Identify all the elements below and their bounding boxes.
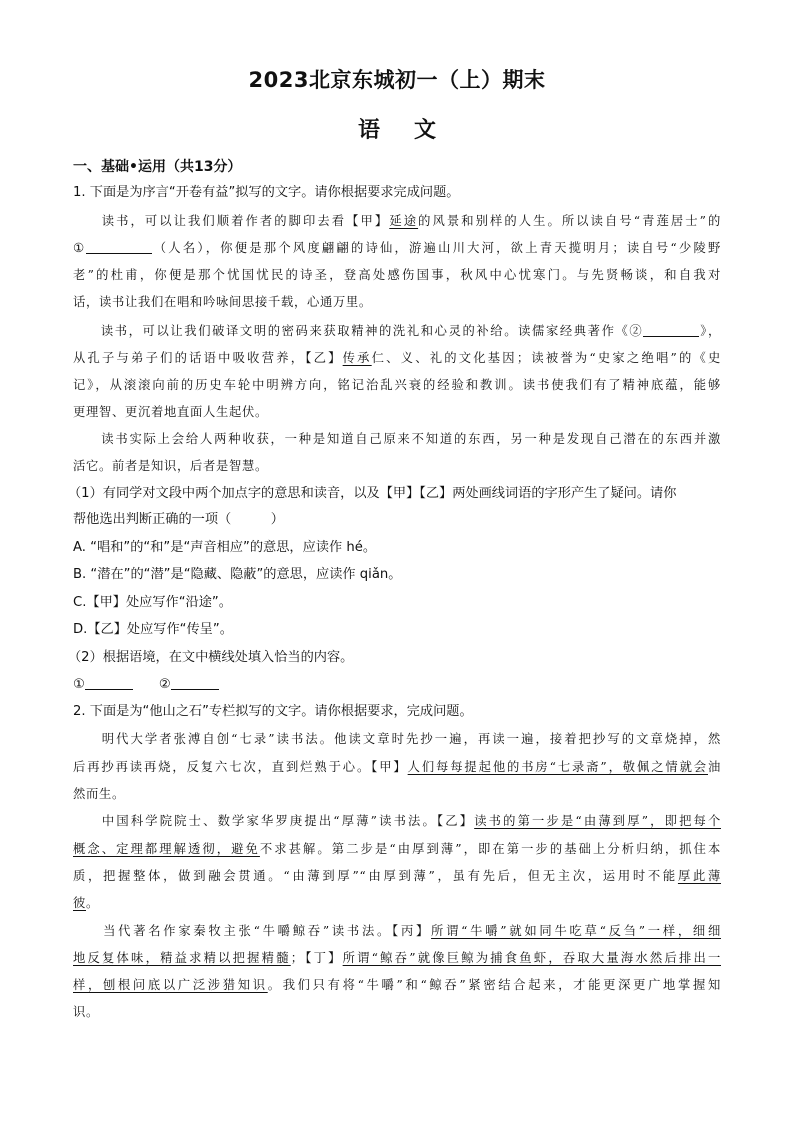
q2-p2-line2: 概念、定理都理解透彻，避免不求甚解。第二步是“由厚到薄”，即在第一步的基础上分析归纳，抓住本 [73,842,721,856]
blank-1[interactable] [86,241,152,254]
answer-blank-1[interactable] [85,677,133,690]
q1-p1-line3: 老”的杜甫，你便是那个忧国忧民的诗圣，登高处感伤国事，秋风中心忧寒门。与先贤畅谈，和自我对 [73,268,721,282]
q2-p3-line3: 样，刨根问底以广泛涉猎知识。我们只有将“牛嚼”和“鲸吞”紧密结合起来，才能更深更广地掌握知 [73,978,721,992]
q1-p3-line2: 活它。前者是知识，后者是智慧。 [73,459,268,473]
q2-p3-line2: 地反复体味，精益求精以把握精髓；【丁】所谓“鲸吞”就像巨鲸为捕食鱼虾，吞取大量海水然后排出一 [73,951,721,965]
q2-p1-line1: 明代大学者张溥自创“七录”读书法。他读文章时先抄一遍，再读一遍，接着把抄写的文章烧掉，然 [73,732,721,746]
answer-blank-2[interactable] [171,677,219,690]
q2-stem: 2. 下面是为“他山之石”专栏拟写的文字。请你根据要求，完成问题。 [73,704,473,719]
q1-p2-line1: 读书，可以让我们破译文明的密码来获取精神的洗礼和心灵的补给。读儒家经典著作《② 》， [73,324,721,338]
option-b[interactable]: B. “潜在”的“潜”是“隐藏、隐蔽”的意思，应读作 qiǎn。 [73,567,402,582]
underlined-sentence-jia: 人们每每提起他的书房“七录斋”，敬佩之情就会 [407,760,708,774]
underlined-word-yi: 传承 [342,351,372,365]
underlined-sentence-ding: 所谓“鲸吞”就像巨鲸为捕食鱼虾，吞取大量海水然后排出一 [342,951,721,965]
q1-p3-line1: 读书实际上会给人两种收获，一种是知道自己原来不知道的东西，另一种是发现自己潜在的东西并激 [73,432,721,446]
subject-title: 语文 [357,118,470,143]
answer-lines: ① ② [73,676,721,694]
q1-stem: 1. 下面是为序言“开卷有益”拟写的文字。请你根据要求完成问题。 [73,185,460,200]
blank-2[interactable] [643,324,699,337]
q1-p2-line3: 记》，从滚滚向前的历史车轮中明辨方向，铭记治乱兴衰的经验和教训。读书使我们有了精神底蕴，能够 [73,378,721,392]
option-c[interactable]: C.【甲】处应写作“沿途”。 [73,595,232,610]
q2-p1-line3: 然而生。 [73,787,125,801]
option-a[interactable]: A. “唱和”的“和”是“声音相应”的意思，应读作 hé。 [73,540,377,555]
q1-sub1-line1: （1）有同学对文段中两个加点字的意思和读音，以及【甲】【乙】两处画线词语的字形产生了疑问。请你 [68,486,677,501]
q2-p2-line3: 质，把握整体，做到融会贯通。“由薄到厚”“由厚到薄”，虽有先后，但无主次，运用时不能厚此薄 [73,869,721,883]
q2-p2-line1: 中国科学院院士、数学家华罗庚提出“厚薄”读书法。【乙】读书的第一步是“由薄到厚”，即把每个 [73,814,721,828]
q1-sub2-stem: （2）根据语境，在文中横线处填入恰当的内容。 [68,650,354,665]
q1-p1-line1: 读书，可以让我们顺着作者的脚印去看【甲】延途的风景和别样的人生。所以读自号“青莲居士”的 [73,214,721,228]
q1-p2-line2: 从孔子与弟子们的话语中吸收营养，【乙】传承仁、义、礼的文化基因；读被誉为“史家之绝唱”的《史 [73,351,721,365]
q2-p3-line4: 识。 [73,1005,99,1019]
q1-p2-line4: 更理智、更沉着地直面人生起伏。 [73,405,268,419]
underlined-word-jia: 延途 [389,214,419,228]
underlined-sentence-yi: 读书的第一步是“由薄到厚”，即把每个 [474,814,721,828]
q1-p1-line2: ① （人名），你便是那个风度翩翩的诗仙，游遍山川大河，欲上青天揽明月；读自号“少陵野 [73,241,721,255]
q1-sub1-line2: 帮他选出判断正确的一项（ ） [73,512,284,527]
underlined-sentence-bing: 所谓“牛嚼”就如同牛吃草“反刍”一样，细细 [431,924,721,938]
q2-p3-line1: 当代著名作家秦牧主张“牛嚼鲸吞”读书法。【丙】所谓“牛嚼”就如同牛吃草“反刍”一样，细细 [73,924,721,938]
document-title: 2023北京东城初一（上）期末 [248,68,546,92]
q2-p1-line2: 后再抄再读再烧，反复六七次，直到烂熟于心。【甲】人们每每提起他的书房“七录斋”，敬佩之情就会油 [73,760,721,774]
q1-p1-line4: 话，读书让我们在唱和吟咏间思接千载，心通万里。 [73,295,372,309]
section-heading: 一、基础•运用（共13分） [73,159,242,175]
q2-p2-line4: 彼。 [73,896,99,910]
option-d[interactable]: D.【乙】处应写作“传呈”。 [73,622,233,637]
